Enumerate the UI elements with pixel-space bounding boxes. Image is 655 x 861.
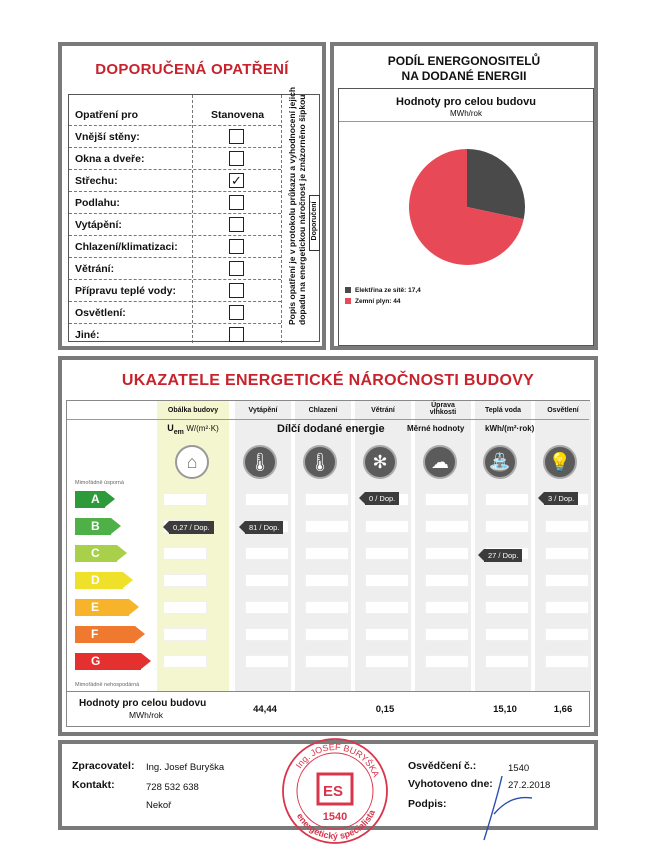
scale-placeholder [305,628,349,641]
scale-placeholder [425,628,469,641]
legend-entry [345,298,421,305]
scale-placeholder [485,655,529,668]
scale-placeholder [545,601,589,614]
chart-title: Hodnoty pro celou budovu [396,96,536,108]
issued-label: Vyhotoveno dne: [408,778,493,790]
issued-value: 27.2.2018 [508,780,551,791]
measure-checkbox[interactable] [229,239,244,254]
side-note-line-1: Popis opatření je v protokolu průkazu a vyhodnocení jejich [287,86,297,325]
indicator-column-header: Vytápění [248,407,278,414]
measure-checkbox[interactable] [229,283,244,298]
cert-value: 1540 [508,763,530,774]
energy-class-letter: C [91,546,100,560]
indicators-title: UKAZATELE ENERGETICKÉ NÁROČNOSTI BUDOVY [121,372,535,389]
scale-placeholder [425,520,469,533]
stamp-top-text: Ing. JOSEF BURYŠKA [293,741,382,779]
scale-placeholder [305,520,349,533]
measure-row [69,191,281,213]
scale-placeholder [305,655,349,668]
scale-placeholder [485,574,529,587]
legend-entry [345,287,421,294]
legend-swatch [345,298,351,304]
scale-placeholder [163,601,207,614]
energy-share-title-1: PODÍL ENERGONOSITELŮ [387,54,541,68]
energy-class-a-arrow [75,491,105,508]
scale-placeholder [163,655,207,668]
measure-label: Okna a dveře: [75,152,145,165]
scale-placeholder [545,547,589,560]
stamp-number: 1540 [322,811,348,823]
energy-class-b-arrow [75,518,111,535]
scale-placeholder [425,601,469,614]
scale-placeholder [245,574,289,587]
indicators-grid [66,400,590,727]
recommendation-label: Doporučení [311,201,318,241]
measure-label: Jiné: [75,328,100,341]
scale-placeholder [545,628,589,641]
totals-unit: MWh/rok [129,710,163,720]
measure-row [69,279,281,301]
scale-placeholder [305,574,349,587]
energy-class-letter: B [91,519,100,533]
legend-label: Elektřina ze sítě: 17,4 [355,287,421,294]
indicator-column-header: Úprava vlhkosti [429,402,457,416]
measure-label: Chlazení/klimatizaci: [75,240,178,253]
measure-row [69,257,281,279]
scale-placeholder [485,601,529,614]
scale-placeholder [305,547,349,560]
measure-checkbox[interactable] [229,327,244,342]
lightbulb-icon: 💡 [543,445,577,479]
scale-placeholder [545,655,589,668]
measure-checkbox[interactable]: ✓ [229,173,244,188]
scale-placeholder [545,520,589,533]
specific-values-label: Měrné hodnoty [407,424,465,433]
scale-placeholder [163,574,207,587]
scale-placeholder [245,601,289,614]
scale-placeholder [365,655,409,668]
ventilation-badge: 0 / Dop. [365,492,399,505]
scale-placeholder [365,628,409,641]
indicator-column-header: Chlazení [308,407,338,414]
energy-class-g-arrow [75,653,141,670]
energy-class-letter: G [91,654,101,668]
measure-label: Větrání: [75,262,115,275]
total-hot-water: 15,10 [493,704,517,715]
measure-label: Vytápění: [75,218,122,231]
measure-checkbox[interactable] [229,217,244,232]
side-note-line-2: dopadu na energetickou náročnost je znázorněno šipkou [297,94,307,325]
scale-placeholder [365,574,409,587]
indicator-column-header: Obálka budovy [167,407,219,414]
cert-label: Osvědčení č.: [408,760,477,772]
measure-checkbox[interactable] [229,261,244,276]
indicator-column-header: Větrání [371,407,395,414]
envelope-badge: 0,27 / Dop. [169,521,214,534]
measure-checkbox[interactable] [229,195,244,210]
scale-top-label: Mimořádně úsporná [75,480,124,486]
scale-placeholder [425,493,469,506]
footer-panel [58,740,598,842]
scale-placeholder [245,628,289,641]
specialist-stamp [280,736,390,846]
total-lighting: 1,66 [553,704,573,715]
contact-label: Kontakt: [72,779,115,791]
processed-label: Zpracovatel: [72,760,135,772]
scale-placeholder [163,547,207,560]
address-value: Nekoř [146,800,172,811]
measure-checkbox[interactable] [229,129,244,144]
scale-placeholder [545,574,589,587]
scale-placeholder [245,655,289,668]
scale-placeholder [305,493,349,506]
measure-row [69,213,281,235]
scale-placeholder [365,601,409,614]
energy-class-c-arrow [75,545,117,562]
measure-label: Osvětlení: [75,306,126,319]
scale-bottom-label: Mimořádně nehospodárná [75,682,140,688]
measure-label: Střechu: [75,174,118,187]
measure-row [69,323,281,345]
chart-unit: MWh/rok [450,109,482,118]
handwritten-signature [472,774,552,844]
scale-placeholder [425,574,469,587]
col-header-set: Stanovena [211,109,265,121]
fan-icon: ✻ [363,445,397,479]
scale-placeholder [485,628,529,641]
measure-row [69,235,281,257]
energy-class-f-arrow [75,626,135,643]
total-ventilation: 0,15 [375,704,395,715]
house-icon: ⌂ [175,445,209,479]
scale-placeholder [163,628,207,641]
unit-u-rest: W/(m²·K) [186,424,219,433]
scale-placeholder [365,547,409,560]
cooling-thermometer-icon: 🌡 [303,445,337,479]
scale-placeholder [425,655,469,668]
scale-placeholder [485,520,529,533]
measure-row [69,301,281,323]
indicator-column-header: Osvětlení [547,407,579,414]
scale-placeholder [305,601,349,614]
unit-u-sub: em [173,428,184,436]
col-header-for: Opatření pro [75,109,139,121]
energy-class-letter: D [91,573,100,587]
measure-row [69,169,281,191]
measures-title: DOPORUČENÁ OPATŘENÍ [95,61,289,78]
specific-unit-label: kWh/(m²·rok) [485,424,535,433]
energy-class-letter: F [91,627,99,641]
scale-placeholder [245,547,289,560]
measures-panel [58,42,326,350]
pie-slice [467,149,525,219]
hot-water-badge: 27 / Dop. [484,549,522,562]
heating-thermometer-icon: 🌡 [243,445,277,479]
measure-row [69,125,281,147]
energy-class-d-arrow [75,572,123,589]
scale-placeholder [365,520,409,533]
energy-class-e-arrow [75,599,129,616]
legend-swatch [345,287,351,293]
measure-checkbox[interactable] [229,151,244,166]
contact-value: 728 532 638 [146,782,199,793]
scale-placeholder [245,493,289,506]
processed-value: Ing. Josef Buryška [146,762,225,773]
energy-share-title-2: NA DODANÉ ENERGII [401,69,527,83]
pie-chart-box [338,88,594,346]
measure-label: Vnější stěny: [75,130,140,143]
scale-placeholder [485,493,529,506]
energy-class-letter: E [91,600,100,614]
pie-legend [345,287,421,309]
recommendation-arrow-icon [309,195,320,251]
total-heating: 44,44 [253,704,277,715]
pie-chart [339,125,595,305]
humidity-cloud-icon: ☁ [423,445,457,479]
indicator-column-header: Teplá voda [484,407,522,414]
energy-share-panel [330,42,598,350]
unit-u: U [167,423,174,433]
stamp-bottom-text: energetický specialista [294,808,377,842]
svg-text:ES: ES [323,783,344,800]
heating-badge: 81 / Dop. [245,521,283,534]
signature-label: Podpis: [408,798,447,810]
measures-side-note [287,86,307,325]
energy-class-letter: A [91,492,100,506]
totals-label: Hodnoty pro celou budovu [79,698,207,709]
indicators-panel [58,356,598,736]
legend-label: Zemní plyn: 44 [355,298,401,305]
measure-checkbox[interactable] [229,305,244,320]
scale-placeholder [425,547,469,560]
measures-table [68,86,320,342]
lighting-badge: 3 / Dop. [544,492,578,505]
envelope-unit [153,423,233,437]
measure-row [69,147,281,169]
partial-energy-label: Dílčí dodané energie [277,423,385,435]
scale-placeholder [163,493,207,506]
measure-label: Přípravu teplé vody: [75,284,176,297]
measure-label: Podlahu: [75,196,120,209]
water-tap-icon: ⛲ [483,445,517,479]
